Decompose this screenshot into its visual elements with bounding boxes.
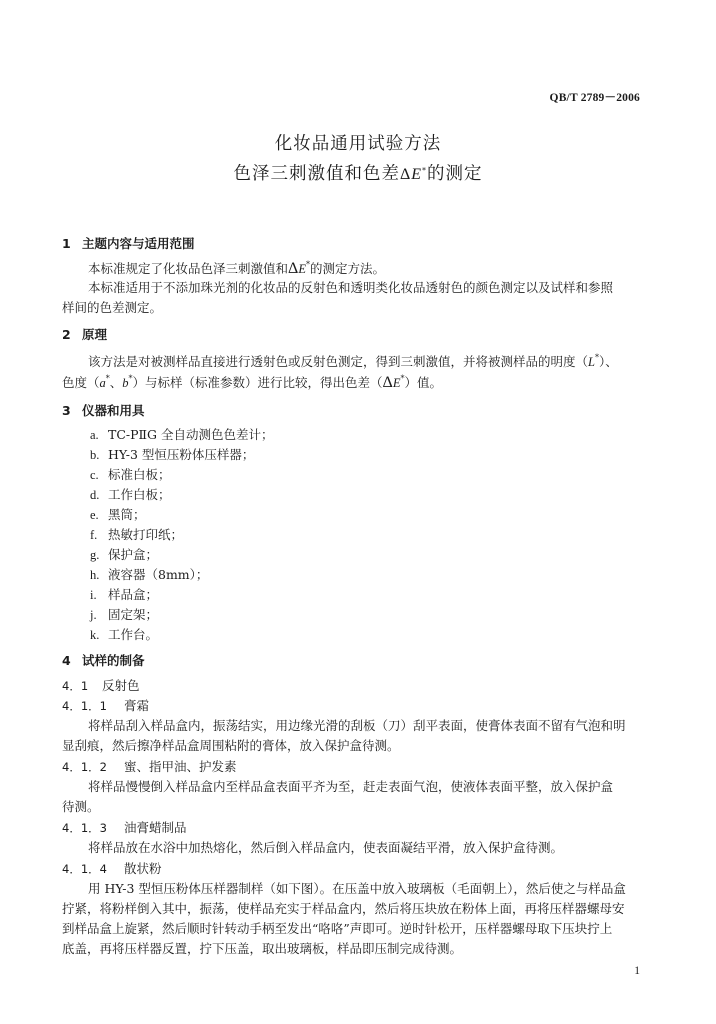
section-number: 1: [62, 236, 71, 251]
section-title: 试样的制备: [82, 653, 145, 668]
section-2-heading: [62, 325, 107, 343]
list-text: HY-3 型恒压粉体压样器；: [108, 447, 255, 462]
subsection-4-1-2-line-1: 将样品慢慢倒入样品盒内至样品盒表面平齐为至，赶走表面气泡，使液体表面平整，放入保护盒: [88, 779, 614, 794]
list-text: 保护盒；: [108, 547, 159, 562]
e-symbol: E: [411, 166, 423, 183]
subsection-4-1-4-line-4: 底盖，再将压样器反置，拧下压盖，取出玻璃板，样品即压制完成待测。: [62, 941, 463, 956]
list-text: 液容器（8mm）；: [108, 567, 209, 582]
title-text: 色泽三刺激值和色差: [233, 164, 400, 184]
subsection-4-1-3-heading: [62, 818, 187, 836]
list-marker: g.: [90, 548, 100, 562]
list-item: [90, 525, 183, 543]
subsection-4-1-2-line-2: 待测。: [62, 799, 100, 814]
section-4-heading: [62, 651, 145, 669]
e-symbol: E: [298, 262, 306, 276]
text: 色度（: [62, 375, 100, 390]
list-marker: f.: [90, 528, 98, 542]
list-item: [90, 425, 274, 443]
section-1-paragraph-1: [88, 259, 385, 278]
subsection-4-1-4-line-1: 用 HY-3 型恒压粉体压样器制样（如下图）。在压盖中放入玻璃板（毛面朝上），然后使之与样品盒: [88, 881, 626, 896]
list-text: 热敏打印纸；: [108, 527, 184, 542]
list-marker: h.: [90, 568, 100, 582]
subsection-4-1-4-heading: [62, 859, 162, 877]
list-item: [90, 625, 158, 643]
list-text: 黑筒；: [108, 507, 146, 522]
section-number: 4: [62, 653, 71, 668]
list-item: [90, 605, 158, 623]
list-item: [90, 465, 171, 483]
list-text: 样品盒；: [108, 587, 159, 602]
subsection-title: 反射色: [102, 678, 140, 693]
list-text: TC-PⅡG 全自动测色色差计；: [108, 427, 274, 442]
delta-symbol: Δ: [288, 260, 299, 277]
section-title: 原理: [82, 327, 108, 342]
l-symbol: L: [588, 355, 595, 369]
text: ）值。: [404, 375, 442, 390]
subsection-4-1-2-heading: [62, 757, 237, 775]
subsection-4-1-1-line-1: 将样品刮入样品盒内，振荡结实，用边缘光滑的刮板（刀）刮平表面，使膏体表面不留有气泡和明: [88, 718, 626, 733]
subsection-4-1-4-line-2: 拧紧，将粉样倒入其中，振荡，使样品充实于样品盒内，然后将压块放在粉体上面，再将压样器螺母安: [62, 901, 625, 916]
subsection-number: 4．1．1: [62, 699, 107, 713]
star-superscript: *: [422, 166, 428, 175]
subsection-4-1-1-line-2: 显刮痕，然后擦净样品盒周围粘附的膏体，放入保护盒待测。: [62, 738, 400, 753]
subsection-number: 4．1．2: [62, 760, 107, 774]
list-marker: a.: [90, 428, 99, 442]
star-superscript: *: [128, 374, 133, 383]
section-1-paragraph-2-line-1: 本标准适用于不添加珠光剂的化妆品的反射色和透明类化妆品透射色的颜色测定以及试样和参照: [88, 280, 614, 295]
star-superscript: *: [594, 353, 599, 362]
document-title-line1: 化妆品通用试验方法: [274, 134, 442, 154]
list-item: [90, 585, 158, 603]
list-item: [90, 485, 171, 503]
standard-code: QB/T 2789－2006: [549, 92, 640, 104]
star-superscript: *: [400, 374, 405, 383]
subsection-number: 4．1: [62, 679, 89, 693]
text: 、: [109, 375, 123, 390]
subsection-4-1-1-heading: [62, 696, 149, 714]
list-text: 标准白板；: [108, 467, 171, 482]
list-text: 工作白板；: [108, 487, 171, 502]
list-marker: i.: [90, 588, 97, 602]
list-text: 工作台。: [108, 627, 159, 642]
title-text: 的测定: [427, 164, 483, 184]
star-superscript: *: [105, 374, 110, 383]
text: 本标准规定了化妆品色泽三刺激值和: [88, 261, 289, 276]
subsection-title: 散状粉: [124, 861, 162, 876]
subsection-number: 4．1．3: [62, 821, 107, 835]
subsection-4-1-3-line-1: 将样品放在水浴中加热熔化，然后倒入样品盒内，使表面凝结平滑，放入保护盒待测。: [88, 840, 564, 855]
list-text: 固定架；: [108, 607, 159, 622]
section-title: 主题内容与适用范围: [82, 236, 195, 251]
b-symbol: b: [122, 376, 129, 390]
text: 的测定方法。: [309, 261, 385, 276]
star-superscript: *: [305, 260, 310, 269]
text: ）与标样（标准参数）进行比较，得出色差（: [132, 375, 383, 390]
list-marker: d.: [90, 488, 100, 502]
text: 该方法是对被测样品直接进行透射色或反射色测定，得到三刺激值，并将被测样品的明度（: [88, 354, 589, 369]
subsection-4-1-4-line-3: 到样品盒上旋紧，然后顺时针转动手柄至发出“咯咯”声即可。逆时针松开，压样器螺母取下压块拧上: [62, 921, 613, 936]
section-1-paragraph-2-line-2: 样间的色差测定。: [62, 300, 163, 315]
list-item: [90, 565, 208, 583]
page-number: 1: [634, 965, 640, 977]
subsection-title: 油膏蜡制品: [124, 820, 187, 835]
delta-symbol: Δ: [382, 374, 393, 391]
a-symbol: a: [99, 376, 106, 390]
section-title: 仪器和用具: [82, 403, 145, 418]
text: ）、: [598, 354, 618, 369]
section-number: 2: [62, 327, 71, 342]
section-3-heading: [62, 401, 145, 419]
list-marker: c.: [90, 468, 99, 482]
list-marker: e.: [90, 508, 99, 522]
section-2-line-1: [88, 352, 618, 370]
list-marker: b.: [90, 448, 100, 462]
list-marker: k.: [90, 628, 100, 642]
list-marker: j.: [90, 608, 97, 622]
e-symbol: E: [392, 376, 401, 390]
subsection-title: 膏霜: [124, 698, 150, 713]
subsection-title: 蜜、指甲油、护发素: [124, 759, 237, 774]
section-number: 3: [62, 403, 71, 418]
subsection-4-1-heading: [62, 676, 140, 694]
delta-symbol: Δ: [399, 166, 412, 183]
section-1-heading: [62, 234, 195, 252]
subsection-number: 4．1．4: [62, 862, 107, 876]
list-item: [90, 505, 146, 523]
section-2-line-2: [62, 373, 442, 392]
document-title-line2: [0, 160, 716, 185]
list-item: [90, 545, 158, 563]
list-item: [90, 445, 254, 463]
